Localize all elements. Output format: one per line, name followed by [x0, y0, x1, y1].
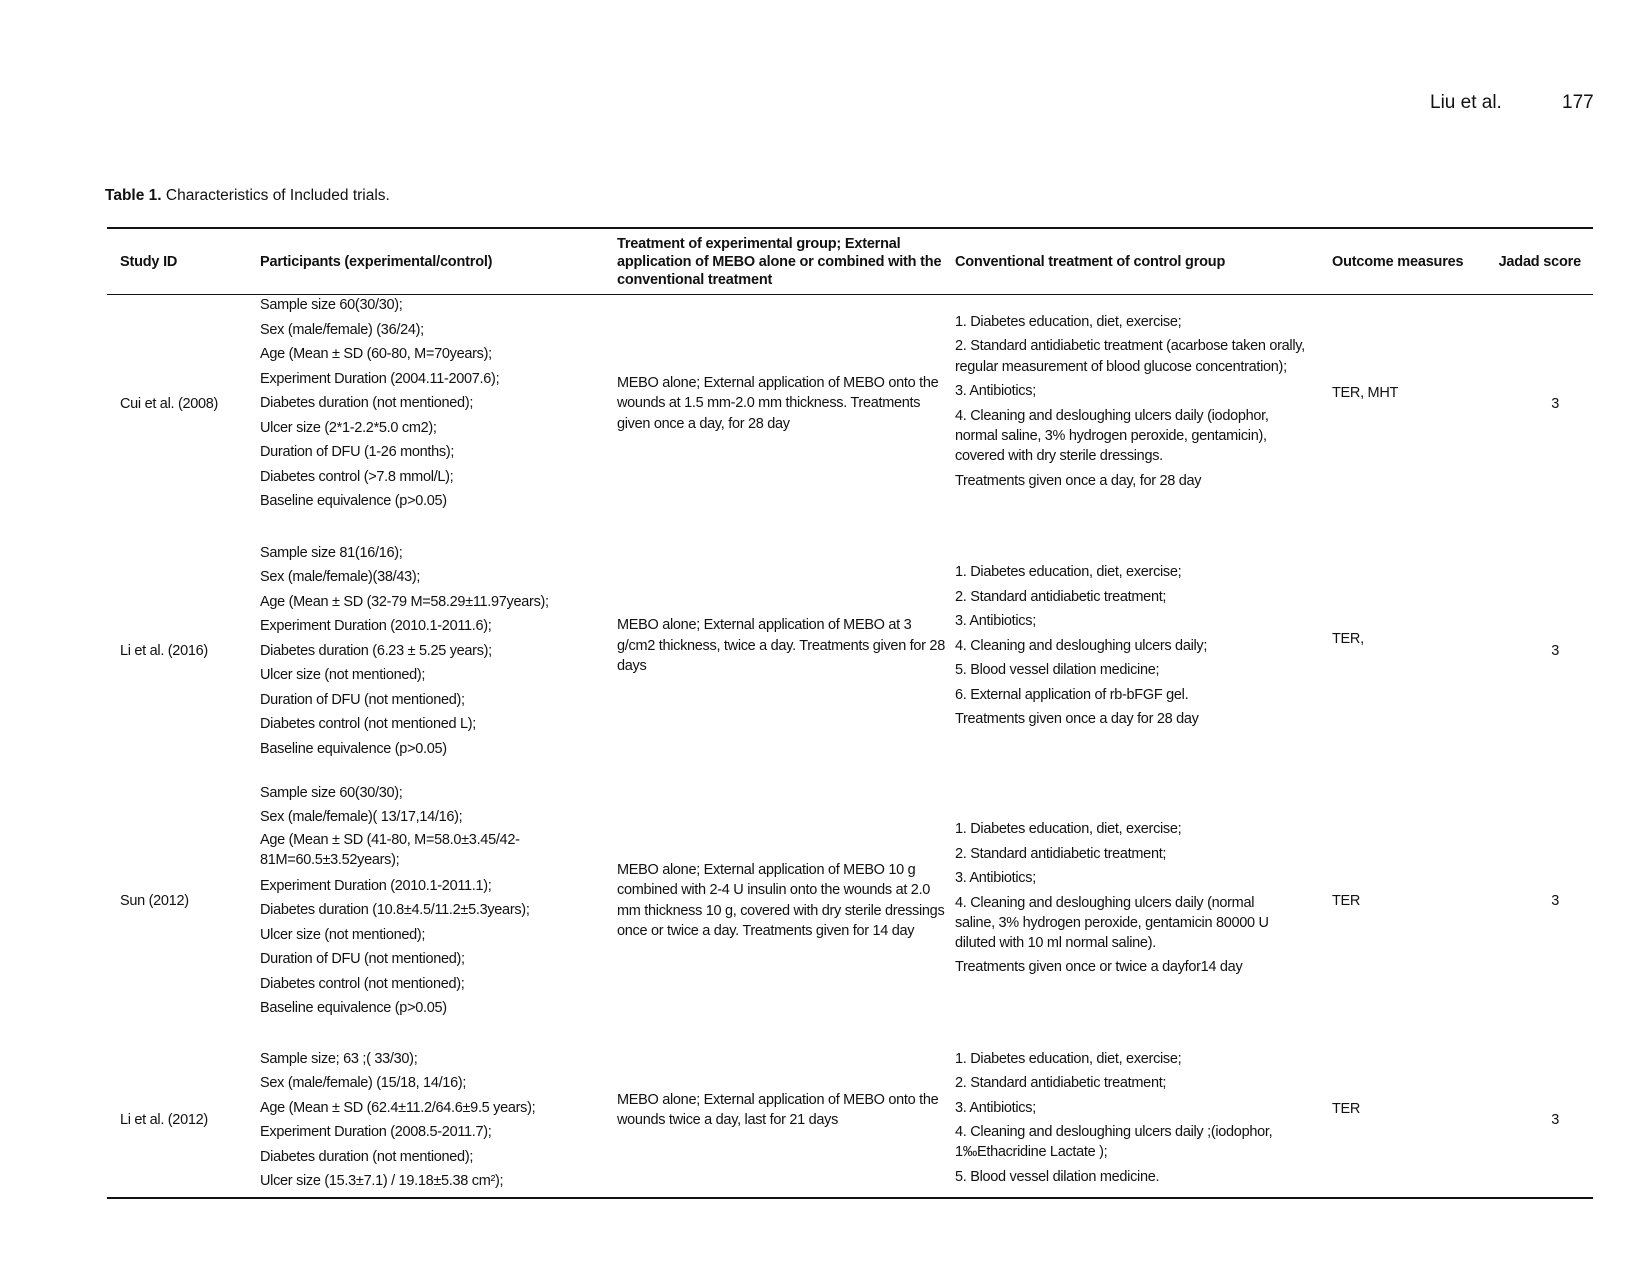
table-bottom-rule [107, 1197, 1593, 1199]
participant-line: Diabetes control (not mentioned L); [260, 716, 476, 733]
participant-line: Experiment Duration (2010.1-2011.1); [260, 877, 492, 894]
participant-line: Diabetes duration (10.8±4.5/11.2±5.3years); [260, 902, 530, 918]
experimental-text: MEBO alone; External application of MEBO at 3 g/cm2 thickness, twice a day. Treatments given for 28 days [617, 617, 945, 675]
participant-line: Duration of DFU (not mentioned); [260, 951, 465, 967]
control-item: Treatments given once a day for 28 day [955, 711, 1199, 728]
participant-line: Experiment Duration (2010.1-2011.6); [260, 618, 492, 635]
control-item: 4. Cleaning and desloughing ulcers daily; [955, 637, 1208, 654]
participant-line: Baseline equivalence (p>0.05) [260, 740, 447, 757]
participant-line: Diabetes control (not mentioned); [260, 975, 465, 992]
control-item: Treatments given once or twice a dayfor14 day [955, 959, 1243, 976]
participant-line: Sample size; 63 ;( 33/30); [260, 1050, 418, 1067]
experimental-text: MEBO alone; External application of MEBO 10 g combined with 2-4 U insulin onto the wounds at 2.0 mm thickness 10 g, covered with dry sterile dressings once or twice a day. Treatments given for 14 day [617, 861, 945, 939]
control-list [955, 560, 1207, 732]
participant-line: Ulcer size (not mentioned); [260, 926, 426, 943]
cell-experimental-treatment [617, 1047, 947, 1193]
control-item: 3. Antibiotics; [955, 1099, 1036, 1116]
table-body [107, 295, 1593, 1197]
participants-list [260, 781, 550, 1021]
cell-control-treatment [955, 543, 1310, 759]
cell-control-treatment [955, 297, 1310, 510]
cell-outcome-measures: TER, MHT [1332, 384, 1399, 401]
cell-participants [260, 1047, 610, 1193]
participant-line: Duration of DFU (not mentioned); [260, 691, 465, 708]
cell-jadad-score: 3 [1551, 395, 1559, 412]
header-experimental-treatment: Treatment of experimental group; External application of MEBO alone or combined with the conventional treatment [617, 235, 942, 288]
participant-line: Diabetes duration (not mentioned); [260, 1148, 474, 1165]
cell-participants [260, 297, 610, 510]
participant-line: Sample size 81(16/16); [260, 544, 403, 561]
table-caption [105, 187, 390, 205]
participant-line: Age (Mean ± SD (60-80, M=70years); [260, 346, 492, 363]
cell-participants [260, 543, 610, 759]
cell-participants [260, 784, 610, 1016]
header-control-treatment: Conventional treatment of control group [955, 253, 1226, 270]
control-list [955, 312, 1310, 495]
characteristics-table [107, 227, 1593, 1199]
control-item: 4. Cleaning and desloughing ulcers daily ;(iodophor, 1‰Ethacridine Lactate ); [955, 1124, 1273, 1161]
running-head-author: Liu et al. [1430, 92, 1502, 113]
participant-line: Sample size 60(30/30); [260, 784, 403, 801]
participant-line: Baseline equivalence (p>0.05) [260, 493, 447, 510]
control-item: 2. Standard antidiabetic treatment; [955, 1075, 1167, 1092]
participant-line: Experiment Duration (2008.5-2011.7); [260, 1124, 492, 1140]
control-item: 2. Standard antidiabetic treatment (acarbose taken orally, regular measurement of blood glucose concentration); [955, 338, 1305, 375]
cell-outcome-measures: TER [1332, 892, 1361, 909]
participant-line: Diabetes duration (not mentioned); [260, 395, 474, 412]
cell-control-treatment [955, 792, 1310, 1009]
cell-experimental-treatment [617, 543, 947, 759]
participants-list [260, 1047, 535, 1194]
control-item: 3. Antibiotics; [955, 383, 1036, 400]
participants-list [260, 293, 499, 514]
participant-line: Sex (male/female)( 13/17,14/16); [260, 809, 463, 825]
cell-study-id: Li et al. (2012) [120, 1112, 208, 1128]
control-list [955, 819, 1290, 982]
experimental-text: MEBO alone; External application of MEBO onto the wounds twice a day, last for 21 days [617, 1091, 939, 1128]
cell-control-treatment [955, 1047, 1310, 1193]
control-item: 1. Diabetes education, diet, exercise; [955, 1050, 1182, 1067]
cell-jadad-score: 3 [1551, 1112, 1559, 1128]
participant-line: Sample size 60(30/30); [260, 297, 403, 314]
participant-line: Sex (male/female) (15/18, 14/16); [260, 1075, 467, 1091]
control-item: 5. Blood vessel dilation medicine; [955, 662, 1160, 679]
table-row [107, 297, 1593, 510]
control-item: 2. Standard antidiabetic treatment; [955, 845, 1167, 862]
cell-experimental-treatment [617, 297, 947, 510]
participant-line: Diabetes duration (6.23 ± 5.25 years); [260, 642, 492, 659]
participant-line: Sex (male/female) (36/24); [260, 321, 424, 338]
header-participants: Participants (experimental/control) [260, 253, 493, 270]
participant-line: Duration of DFU (1-26 months); [260, 444, 455, 461]
header-jadad-score: Jadad score [1498, 253, 1581, 270]
participant-line: Diabetes control (>7.8 mmol/L); [260, 468, 454, 485]
cell-jadad-score: 3 [1551, 643, 1559, 659]
control-item: 6. External application of rb-bFGF gel. [955, 686, 1189, 703]
control-item: Treatments given once a day, for 28 day [955, 472, 1202, 489]
table-caption-label: Table 1. [105, 187, 162, 204]
cell-study-id: Li et al. (2016) [120, 643, 208, 659]
participant-line: Experiment Duration (2004.11-2007.6); [260, 370, 500, 387]
control-item: 4. Cleaning and desloughing ulcers daily (normal saline, 3% hydrogen peroxide, gentamicin 80000 U diluted with 10 ml normal saline). [955, 894, 1269, 951]
cell-experimental-treatment [617, 792, 947, 1009]
participant-line: Age (Mean ± SD (62.4±11.2/64.6±9.5 years); [260, 1099, 536, 1116]
experimental-text: MEBO alone; External application of MEBO onto the wounds at 1.5 mm-2.0 mm thickness. Treatments given once a day, for 28 day [617, 374, 939, 432]
header-outcome-measures: Outcome measures [1332, 253, 1464, 270]
participant-line: Age (Mean ± SD (41-80, M=58.0±3.45/42-81M=60.5±3.52years); [260, 831, 520, 868]
cell-study-id: Cui et al. (2008) [120, 395, 219, 412]
cell-study-id: Sun (2012) [120, 892, 189, 909]
participant-line: Ulcer size (2*1-2.2*5.0 cm2); [260, 419, 437, 436]
table-header-row [107, 229, 1593, 294]
table-caption-text: Characteristics of Included trials. [161, 187, 390, 204]
participant-line: Baseline equivalence (p>0.05) [260, 1000, 447, 1016]
participant-line: Sex (male/female)(38/43); [260, 569, 421, 586]
participants-list [260, 541, 549, 762]
header-study-id: Study ID [120, 253, 178, 270]
table-row [107, 543, 1593, 759]
control-item: 3. Antibiotics; [955, 870, 1036, 887]
control-item: 1. Diabetes education, diet, exercise; [955, 821, 1182, 838]
control-item: 5. Blood vessel dilation medicine. [955, 1168, 1160, 1185]
control-item: 2. Standard antidiabetic treatment; [955, 588, 1167, 605]
participant-line: Age (Mean ± SD (32-79 M=58.29±11.97years); [260, 593, 549, 610]
control-item: 1. Diabetes education, diet, exercise; [955, 313, 1182, 330]
participant-line: Ulcer size (15.3±7.1) / 19.18±5.38 cm²); [260, 1173, 504, 1189]
cell-jadad-score: 3 [1551, 892, 1559, 909]
control-item: 1. Diabetes education, diet, exercise; [955, 564, 1182, 581]
cell-outcome-measures: TER, [1332, 631, 1364, 647]
control-list [955, 1049, 1290, 1192]
participant-line: Ulcer size (not mentioned); [260, 667, 426, 684]
cell-outcome-measures: TER [1332, 1101, 1361, 1117]
control-item: 3. Antibiotics; [955, 613, 1036, 630]
control-item: 4. Cleaning and desloughing ulcers daily (iodophor, normal saline, 3% hydrogen peroxide, gentamicin), covered with dry sterile dressings. [955, 407, 1269, 465]
table-row [107, 1047, 1593, 1193]
page-number: 177 [1562, 92, 1594, 113]
table-row [107, 784, 1593, 1016]
